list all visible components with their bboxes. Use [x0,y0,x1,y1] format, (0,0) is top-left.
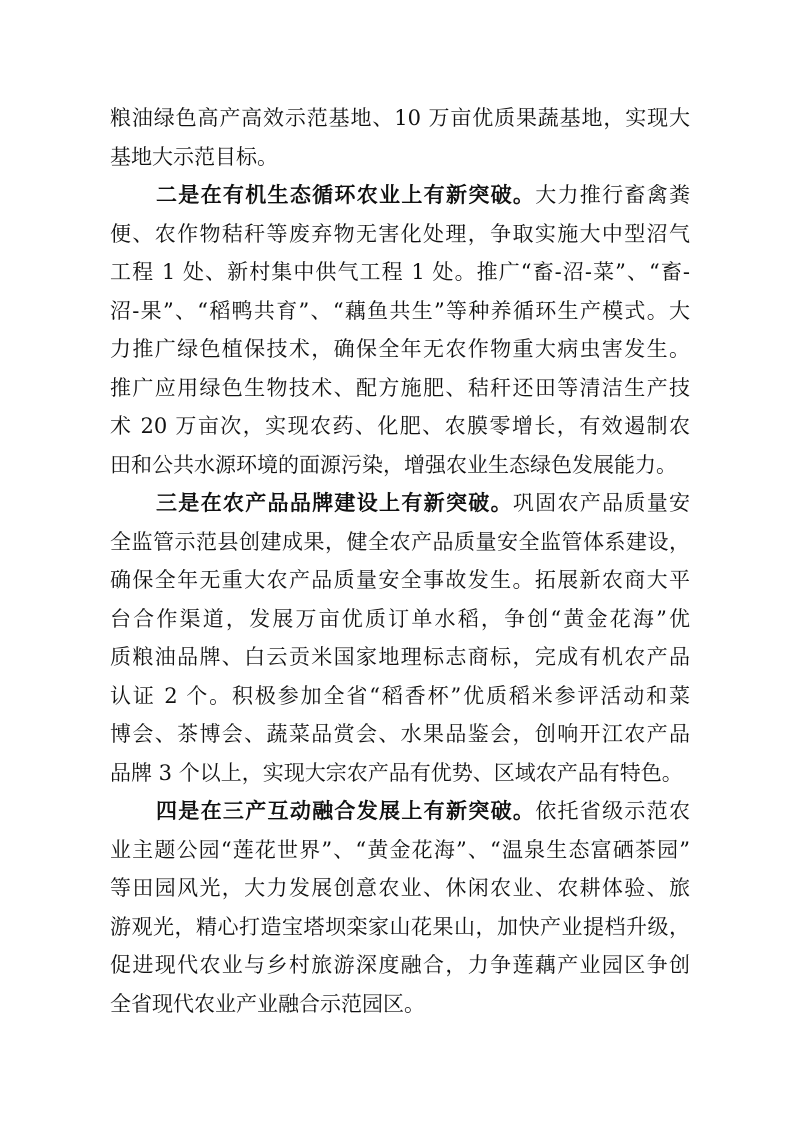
text-line: 品牌 3 个以上，实现大宗农产品有优势、区域农产品有特色。 [110,760,683,785]
text-line: 游观光，精心打造宝塔坝栾家山花果山，加快产业提档升级， [110,914,690,939]
text-line: 台合作渠道，发展万亩优质订单水稻，争创“黄金花海”优 [110,606,690,631]
document-body [110,99,690,1023]
text-line: 便、农作物秸秆等废弃物无害化处理，争取实施大中型沼气 [110,221,690,246]
text-line [110,176,690,215]
paragraph-lead: 二是在有机生态循环农业上有新突破。 [156,182,536,207]
text-line: 基地大示范目标。 [110,144,278,169]
paragraph-continuation [110,99,690,176]
text-run: 巩固农产品质量安 [512,491,691,515]
text-line: 等田园风光，大力发展创意农业、休闲农业、农耕体验、旅 [110,876,690,900]
text-line: 认证 2 个。积极参加全省“稻香杯”优质稻米参评活动和菜 [110,683,690,708]
text-line: 确保全年无重大农产品质量安全事故发生。拓展新农商大平 [110,568,690,592]
text-line: 粮油绿色高产高效示范基地、10 万亩优质果蔬基地，实现大 [110,106,690,130]
text-line [110,792,690,831]
text-line: 沼-果”、“稻鸭共育”、“藕鱼共生”等种养循环生产模式。大 [110,298,690,323]
text-line [110,484,690,523]
text-line: 推广应用绿色生物技术、配方施肥、秸秆还田等清洁生产技 [110,375,690,400]
text-line: 全监管示范县创建成果，健全农产品质量安全监管体系建设， [110,529,690,554]
text-line: 业主题公园“莲花世界”、“黄金花海”、“温泉生态富硒茶园” [110,837,690,862]
text-line: 质粮油品牌、白云贡米国家地理标志商标，完成有机农产品 [110,645,690,669]
text-run: 大力推行畜禽粪 [535,183,691,207]
text-line: 田和公共水源环境的面源污染，增强农业生态绿色发展能力。 [110,452,677,477]
paragraph-industry-integration [110,792,690,1023]
paragraph-ecological-agriculture [110,176,690,484]
paragraph-brand-building [110,484,690,792]
paragraph-lead: 三是在农产品品牌建设上有新突破。 [156,490,513,515]
text-line: 促进现代农业与乡村旅游深度融合，力争莲藕产业园区争创 [110,953,690,977]
paragraph-lead: 四是在三产互动融合发展上有新突破。 [156,798,536,823]
text-run: 依托省级示范农 [535,799,691,823]
text-line: 博会、茶博会、蔬菜品赏会、水果品鉴会，创响开江农产品 [110,722,690,746]
text-line: 全省现代农业产业融合示范园区。 [110,991,425,1016]
text-line: 力推广绿色植保技术，确保全年无农作物重大病虫害发生。 [110,337,690,361]
text-line: 工程 1 处、新村集中供气工程 1 处。推广“畜-沼-菜”、“畜- [110,260,690,284]
text-line: 术 20 万亩次，实现农药、化肥、农膜零增长，有效遏制农 [110,414,690,438]
